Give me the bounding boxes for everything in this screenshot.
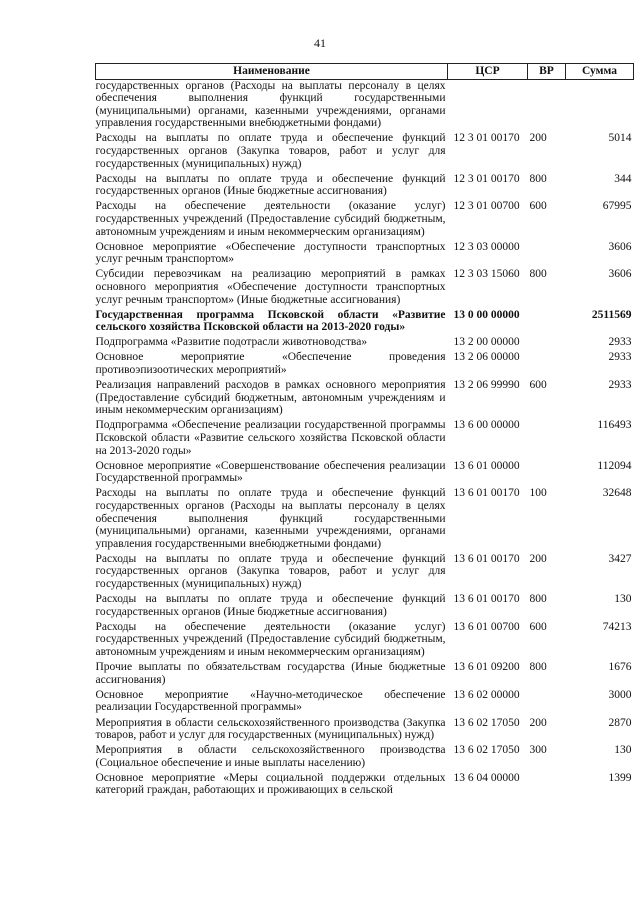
row-name: Основное мероприятие «Совершенствование обеспечения реализации Государственной программы» (95, 459, 446, 485)
row-csr: 13 0 00 00000 (453, 308, 520, 321)
row-csr: 13 6 01 09200 (453, 661, 520, 674)
row-name: Мероприятия в области сельскохозяйственного производства (Социальное обеспечение и иные выплаты населению) (95, 744, 446, 769)
row-sum: 2870 (608, 716, 632, 729)
row-name: государственных органов (Расходы на выплаты персоналу в целях обеспечения выполнения функций государственными (муниципальными) органами, казенными учреждениями, органами управления государственными внебюджетными фондами) (95, 79, 446, 130)
row-name: Расходы на выплаты по оплате труда и обеспечение функций государственных органов (Закупка товаров, работ и услуг для государственных (муниципальных) нужд) (95, 132, 446, 170)
row-vr: 800 (529, 593, 547, 606)
row-sum: 3606 (608, 268, 632, 281)
table-row (96, 460, 634, 488)
row-vr (528, 309, 566, 337)
row-sum: 130 (614, 744, 632, 757)
row-csr: 13 2 06 00000 (453, 351, 520, 364)
row-csr: 13 6 01 00700 (453, 620, 520, 633)
row-csr: 13 6 02 17050 (453, 744, 520, 757)
row-name: Основное мероприятие «Обеспечение доступности транспортных услуг речным транспортом» (95, 240, 446, 266)
row-sum: 2933 (608, 351, 632, 364)
row-vr: 200 (529, 716, 547, 729)
row-csr: 12 3 03 15060 (453, 268, 520, 281)
row-name: Реализация направлений расходов в рамках основного мероприятия (Предоставление субсидий бюджетным, автономным учреждениям и иным некоммерческим организациям) (95, 379, 446, 417)
row-vr: 600 (529, 379, 547, 392)
row-vr (528, 772, 566, 800)
row-name: Прочие выплаты по обязательствам государства (Иные бюджетные ассигнования) (95, 661, 446, 686)
row-sum: 74213 (602, 620, 632, 633)
row-sum: 3000 (608, 688, 632, 701)
header-sum: Сумма (566, 64, 634, 80)
row-sum: 1676 (608, 661, 632, 674)
row-vr: 200 (529, 132, 547, 145)
row-csr: 13 6 01 00000 (453, 459, 520, 472)
table-row (96, 487, 634, 552)
table-row (96, 744, 634, 772)
row-sum: 1399 (608, 771, 632, 784)
header-csr: ЦСР (448, 64, 528, 80)
row-sum: 5014 (608, 132, 632, 145)
row-name: Расходы на выплаты по оплате труда и обеспечение функций государственных органов (Расходы на выплаты персоналу в целях обеспечения выполнения функций государственными (муниципальными) органами, казенными учреждениями, органами управления государственными внебюджетными фондами) (95, 487, 446, 550)
row-vr: 300 (529, 744, 547, 757)
page-number: 41 (314, 36, 326, 50)
row-csr: 13 6 02 00000 (453, 688, 520, 701)
row-vr: 600 (529, 200, 547, 213)
row-sum: 116493 (597, 419, 632, 432)
row-csr: 13 6 02 17050 (453, 716, 520, 729)
table-row (96, 717, 634, 745)
row-csr: 13 6 01 00170 (453, 593, 520, 606)
table-row (96, 419, 634, 459)
row-sum: 3427 (608, 552, 632, 565)
row-name: Расходы на обеспечение деятельности (оказание услуг) государственных учреждений (Предоставление субсидий бюджетным, автономным учреждениям и иным некоммерческим организациям) (95, 620, 446, 659)
table-row (96, 593, 634, 621)
table-row (96, 772, 634, 800)
row-name: Основное мероприятие «Научно-методическое обеспечение реализации Государственной программы» (95, 688, 446, 714)
row-vr: 600 (529, 620, 547, 633)
row-csr: 13 6 00 00000 (453, 419, 520, 432)
row-csr: 12 3 01 00170 (453, 172, 520, 185)
row-name: Основное мероприятие «Обеспечение проведения противоэпизоотических мероприятий» (95, 351, 446, 377)
row-vr (528, 336, 566, 351)
row-name: Расходы на выплаты по оплате труда и обеспечение функций государственных органов (Иные бюджетные ассигнования) (95, 593, 446, 618)
row-name: Расходы на выплаты по оплате труда и обеспечение функций государственных органов (Иные бюджетные ассигнования) (95, 172, 446, 198)
table-row (96, 689, 634, 717)
budget-table (95, 63, 634, 800)
row-name: Расходы на обеспечение деятельности (оказание услуг) государственных учреждений (Предоставление субсидий бюджетным, автономным учреждениям и иным некоммерческим организациям) (95, 200, 446, 238)
row-vr (528, 460, 566, 488)
row-sum: 3606 (608, 240, 632, 253)
row-csr (448, 79, 528, 132)
row-csr: 12 3 03 00000 (453, 240, 520, 253)
row-vr: 800 (529, 661, 547, 674)
table-row (96, 351, 634, 379)
row-vr (528, 79, 566, 132)
table-row (96, 79, 634, 132)
row-name: Основное мероприятие «Меры социальной поддержки отдельных категорий граждан, работающих и проживающих в сельской (95, 771, 446, 797)
row-name: Мероприятия в области сельскохозяйственного производства (Закупка товаров, работ и услуг для государственных (муниципальных) нужд) (95, 716, 446, 742)
row-csr: 13 6 01 00170 (453, 487, 520, 500)
row-sum (566, 79, 634, 132)
table-row (96, 241, 634, 269)
row-name: Расходы на выплаты по оплате труда и обеспечение функций государственных органов (Закупка товаров, работ и услуг для государственных (муниципальных) нужд) (95, 552, 446, 591)
table-row (96, 173, 634, 201)
row-name: Подпрограмма «Обеспечение реализации государственной программы Псковской области «Развитие сельского хозяйства Псковской области на 2013-2020 годы» (95, 419, 446, 457)
row-vr: 800 (529, 268, 547, 281)
row-vr (528, 689, 566, 717)
row-sum: 112094 (597, 459, 632, 472)
row-csr: 12 3 01 00170 (453, 132, 520, 145)
row-sum: 130 (614, 593, 632, 606)
table-row (96, 268, 634, 308)
row-csr: 13 6 01 00170 (453, 552, 520, 565)
row-sum: 344 (614, 172, 632, 185)
row-csr: 13 2 00 00000 (453, 336, 520, 349)
table-row (96, 379, 634, 419)
row-vr (528, 241, 566, 269)
row-vr (528, 351, 566, 379)
table-row (96, 553, 634, 593)
row-sum: 67995 (602, 200, 632, 213)
table-row (96, 336, 634, 351)
header-name: Наименование (96, 64, 448, 80)
table-row (96, 661, 634, 689)
table-body (96, 79, 634, 799)
row-sum: 2933 (608, 336, 632, 349)
header-vr: ВР (528, 64, 566, 80)
table-row (96, 621, 634, 661)
row-sum: 32648 (602, 487, 632, 500)
row-name: Субсидии перевозчикам на реализацию мероприятий в рамках основного мероприятия «Обеспечение доступности транспортных услуг речным транспортом» (Иные бюджетные ассигнования) (95, 268, 446, 306)
row-vr: 800 (529, 172, 547, 185)
row-csr: 13 2 06 99990 (453, 379, 520, 392)
row-vr (528, 419, 566, 459)
row-vr: 100 (529, 487, 547, 500)
row-csr: 12 3 01 00700 (453, 200, 520, 213)
row-sum: 2511569 (591, 308, 632, 321)
table-row (96, 200, 634, 240)
table-header-row (96, 64, 634, 80)
row-name: Государственная программа Псковской области «Развитие сельского хозяйства Псковской области на 2013-2020 годы» (95, 308, 446, 334)
row-sum: 2933 (608, 379, 632, 392)
row-vr: 200 (529, 552, 547, 565)
row-csr: 13 6 04 00000 (453, 771, 520, 784)
table-row (96, 309, 634, 337)
table-row (96, 132, 634, 172)
row-name: Подпрограмма «Развитие подотрасли животноводства» (95, 336, 368, 349)
